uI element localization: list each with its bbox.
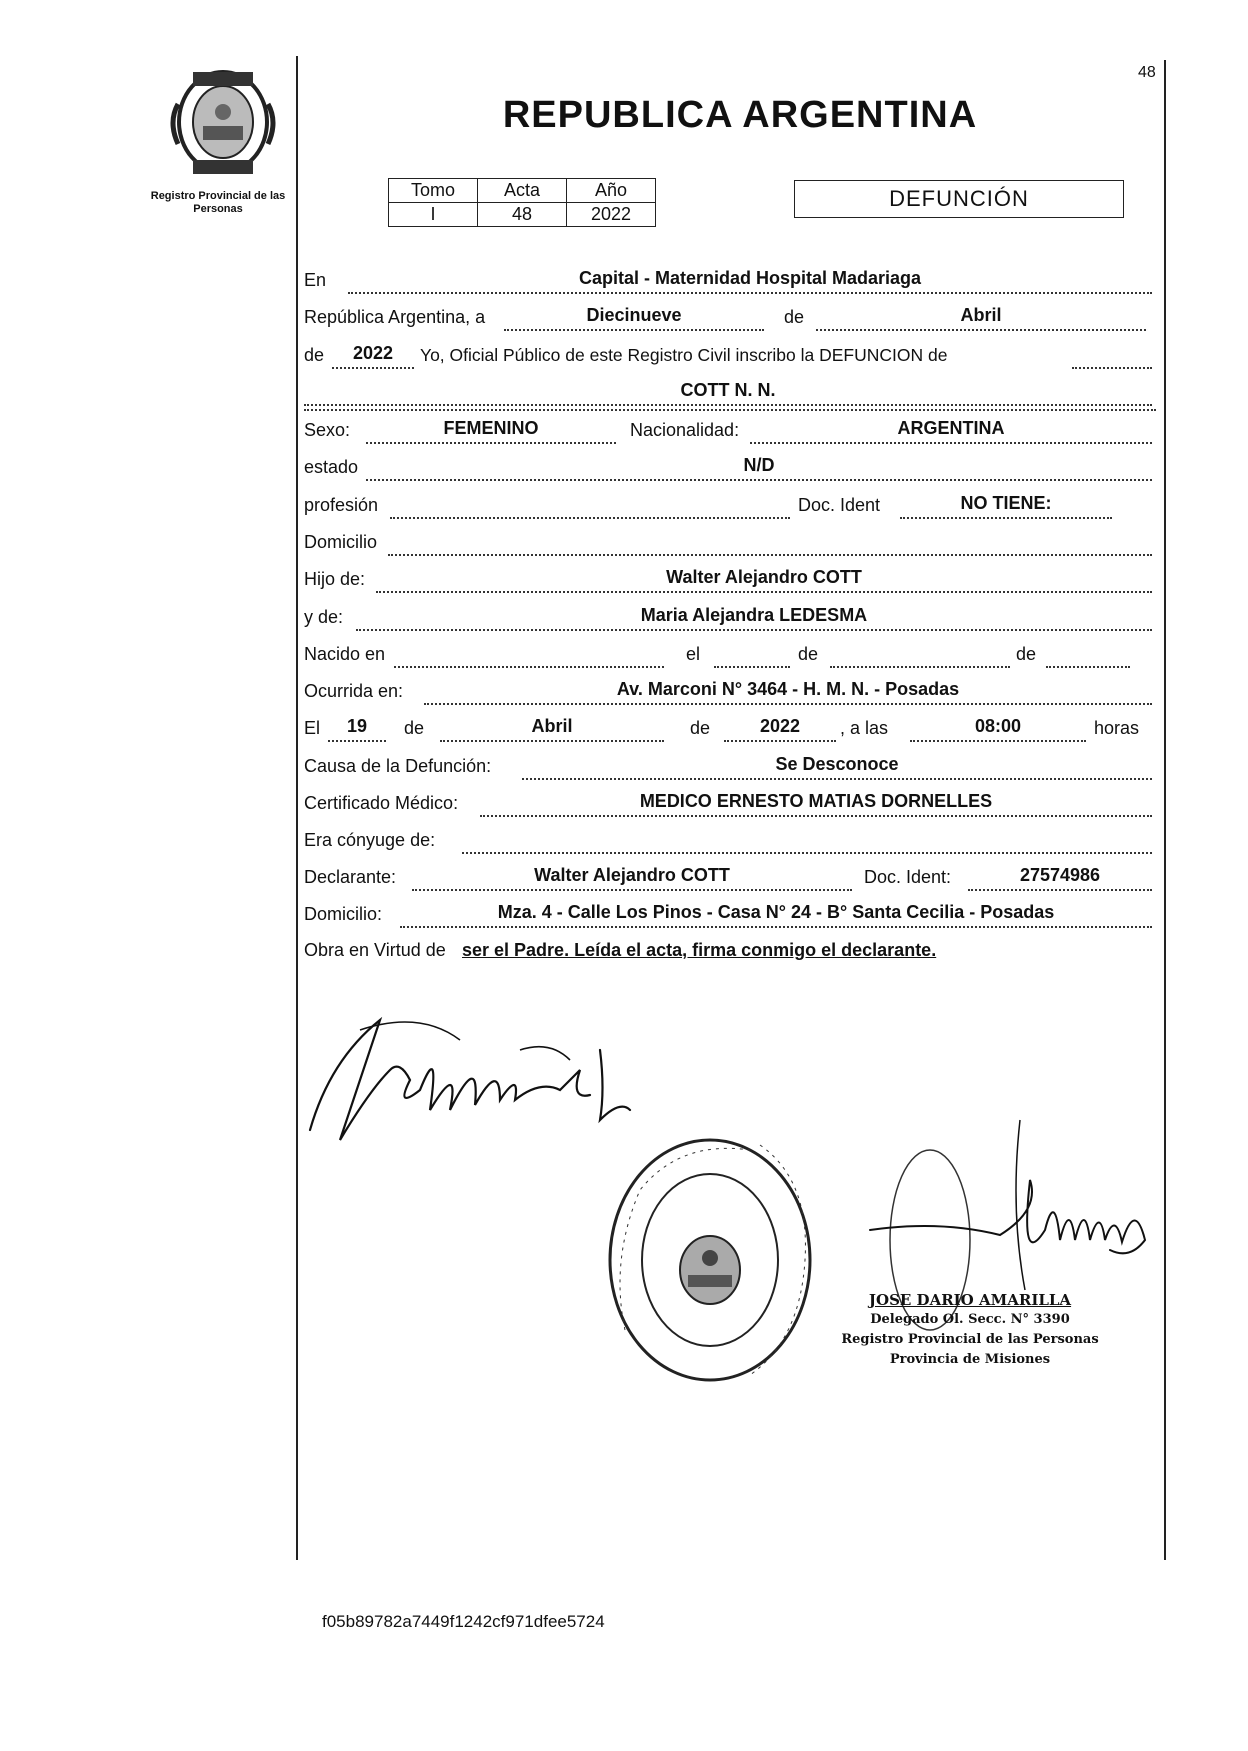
section-separator (304, 409, 1156, 411)
acta-value: 48 (478, 203, 567, 227)
dia-value: 19 (328, 716, 386, 742)
row-conyuge (304, 828, 1156, 858)
declarante-value: Walter Alejandro COTT (412, 865, 852, 891)
declarant-signature (300, 1000, 700, 1150)
de-label: de (784, 307, 805, 327)
doc-ident-value: NO TIENE: (900, 493, 1112, 519)
conyuge-label: Era cónyuge de: (304, 830, 436, 850)
nacido-dia-line (714, 642, 790, 668)
tomo-acta-anio-table (388, 178, 656, 227)
official-name: JOSE DARIO AMARILLA (868, 1291, 1072, 1309)
ocurrida-label: Ocurrida en: (304, 681, 404, 701)
y-de-label: y de: (304, 607, 344, 627)
nombre-value: COTT N. N. (304, 380, 1152, 406)
document-title: REPUBLICA ARGENTINA (502, 94, 978, 136)
official-title: Delegado Ol. Secc. N° 3390 (870, 1312, 1070, 1327)
row-hijo (304, 567, 1156, 597)
nacido-de1-label: de (798, 644, 819, 664)
page-number: 48 (1138, 64, 1156, 81)
profesion-label: profesión (304, 495, 379, 515)
padre-value: Walter Alejandro COTT (376, 567, 1152, 593)
official-office: Registro Provincial de las Personas (841, 1332, 1099, 1347)
a-las-label: , a las (840, 718, 889, 738)
row-obra (304, 938, 1156, 968)
document-hash: f05b89782a7449f1242cf971dfee5724 (322, 1612, 605, 1631)
row-declarante (304, 865, 1156, 895)
republica-label: República Argentina, a (304, 307, 486, 327)
row-profesion (304, 493, 1156, 523)
estado-value: N/D (366, 455, 1152, 481)
certificado-label: Certificado Médico: (304, 793, 459, 813)
sexo-value: FEMENINO (366, 418, 616, 444)
doc2-label: Doc. Ident: (864, 867, 952, 887)
el-de2-label: de (690, 718, 711, 738)
en-value: Capital - Maternidad Hospital Madariaga (348, 268, 1152, 294)
acta-label: Acta (478, 179, 567, 203)
row-fecha (304, 305, 1156, 335)
anio-text-value: 2022 (332, 343, 414, 369)
row-certificado (304, 791, 1156, 821)
row-nombre (304, 380, 1156, 410)
row-sexo (304, 418, 1156, 448)
yo-tail-line (1072, 343, 1152, 369)
nacido-anio-line (1046, 642, 1130, 668)
en-label: En (304, 270, 327, 290)
registro-caption: Registro Provincial de las Personas (150, 190, 286, 215)
tomo-label: Tomo (389, 179, 478, 203)
official-signature (860, 1090, 1160, 1320)
official-stamp (840, 1290, 1100, 1370)
tomo-value: I (389, 203, 478, 227)
estado-label: estado (304, 457, 359, 477)
official-province: Provincia de Misiones (889, 1352, 1051, 1367)
ocurrida-value: Av. Marconi N° 3464 - H. M. N. - Posadas (424, 679, 1152, 705)
domicilio-label: Domicilio (304, 532, 378, 552)
doc2-value: 27574986 (968, 865, 1152, 891)
row-madre (304, 605, 1156, 635)
nacionalidad-value: ARGENTINA (750, 418, 1152, 444)
anio-label: Año (567, 179, 656, 203)
obra-label: Obra en Virtud de (304, 940, 446, 960)
yo-text: Yo, Oficial Público de este Registro Civil inscribo la DEFUNCION de (420, 345, 948, 365)
anio2-value: 2022 (724, 716, 836, 742)
madre-value: Maria Alejandra LEDESMA (356, 605, 1152, 631)
row-nacido (304, 642, 1156, 672)
nacionalidad-label: Nacionalidad: (630, 420, 740, 440)
sexo-label: Sexo: (304, 420, 351, 440)
row-domicilio (304, 530, 1156, 560)
row-ocurrida (304, 679, 1156, 709)
dia-texto-value: Diecinueve (504, 305, 764, 331)
profesion-value (390, 493, 790, 519)
anio-value: 2022 (567, 203, 656, 227)
de-anio-label: de (304, 345, 325, 365)
row-causa (304, 754, 1156, 784)
provincial-crest-logo (168, 64, 278, 180)
conyuge-value (462, 828, 1152, 854)
nacido-de2-label: de (1016, 644, 1037, 664)
mes-value: Abril (816, 305, 1146, 331)
domicilio2-value: Mza. 4 - Calle Los Pinos - Casa N° 24 - B° Santa Cecilia - Posadas (400, 902, 1152, 928)
horas-label: horas (1094, 718, 1140, 738)
row-domicilio-declarante (304, 902, 1156, 932)
left-border-line (296, 56, 298, 1560)
causa-label: Causa de la Defunción: (304, 756, 492, 776)
nacido-lugar-line (394, 642, 664, 668)
domicilio-value (388, 530, 1152, 556)
domicilio2-label: Domicilio: (304, 904, 383, 924)
document-type-box: DEFUNCIÓN (794, 180, 1124, 218)
row-estado (304, 455, 1156, 485)
right-border-line (1164, 60, 1166, 1560)
declarante-label: Declarante: (304, 867, 397, 887)
nacido-mes-line (830, 642, 1010, 668)
certificado-value: MEDICO ERNESTO MATIAS DORNELLES (480, 791, 1152, 817)
doc-ident-label: Doc. Ident (798, 495, 881, 515)
hora-value: 08:00 (910, 716, 1086, 742)
mes2-value: Abril (440, 716, 664, 742)
obra-value: ser el Padre. Leída el acta, firma conmigo el declarante. (462, 940, 937, 960)
causa-value: Se Desconoce (522, 754, 1152, 780)
nacido-label: Nacido en (304, 644, 386, 664)
nacido-el-label: el (686, 644, 701, 664)
row-fecha-defuncion (304, 716, 1156, 746)
hijo-label: Hijo de: (304, 569, 366, 589)
el-de1-label: de (404, 718, 425, 738)
el-label: El (304, 718, 321, 738)
row-en (304, 268, 1156, 298)
row-yo (304, 343, 1156, 373)
